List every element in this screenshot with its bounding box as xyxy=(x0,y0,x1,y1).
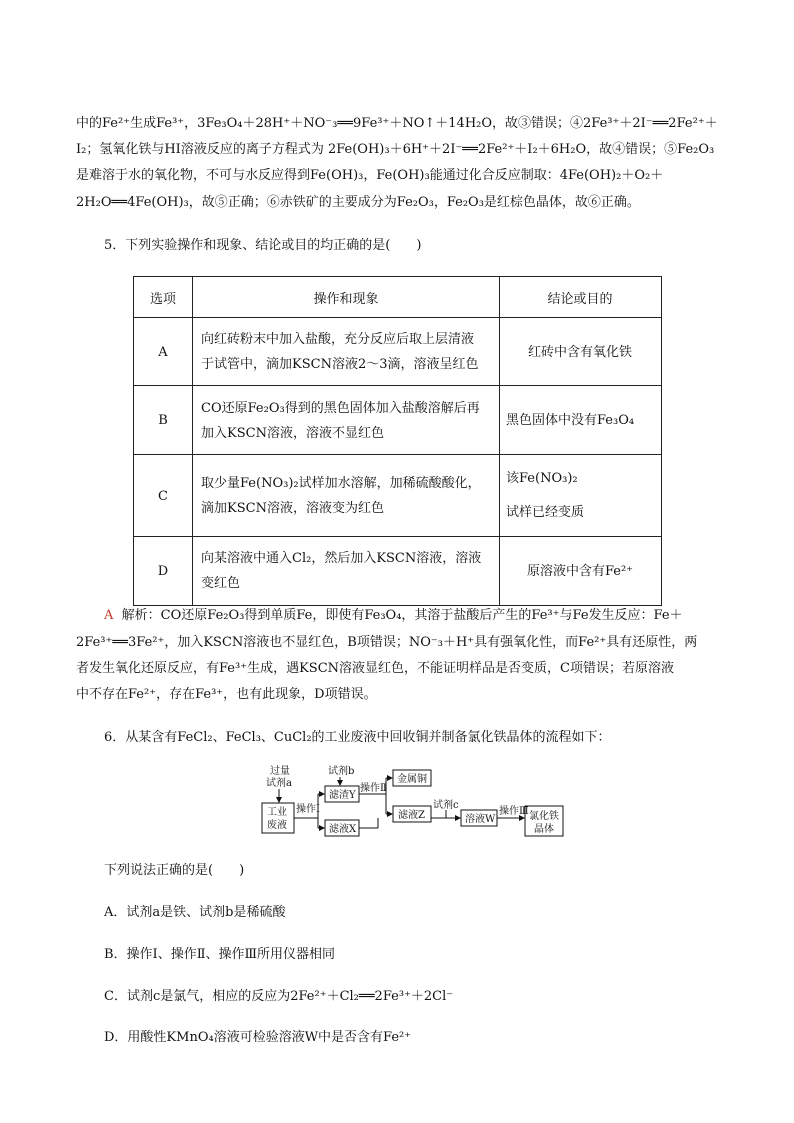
option-a: A．试剂a是铁、试剂b是稀硫酸 xyxy=(104,905,286,920)
q5-analysis-line-4: 中不存在Fe²⁺，存在Fe³⁺，也有此现象，D项错误。 xyxy=(76,687,377,702)
q6-stem: 6．从某含有FeCl₂、FeCl₃、CuCl₂的工业废液中回收铜并制备氯化铁晶体的流程如下： xyxy=(104,730,611,745)
answer-letter: A xyxy=(104,608,114,623)
reagent-a-label-2: 试剂a xyxy=(266,778,292,789)
q5-table xyxy=(133,276,662,606)
process-flow-diagram xyxy=(250,764,570,844)
table-row xyxy=(134,317,661,386)
row-option: C xyxy=(158,488,168,504)
waste-label-1: 工业 xyxy=(267,807,287,818)
row-result: 试样已经变质 xyxy=(506,505,585,520)
table-row xyxy=(134,385,661,455)
row-result: 该Fe(NO₃)₂ xyxy=(506,471,578,486)
filtrate-x-label: 滤液X xyxy=(329,824,357,835)
q6-question: 下列说法正确的是( ) xyxy=(104,863,245,878)
filtrate-z-label: 滤液Z xyxy=(398,810,425,821)
reagent-a-label-1: 过量 xyxy=(270,766,290,777)
row-op-line: 滴加KSCN溶液，溶液变为红色 xyxy=(201,501,384,516)
header-result: 结论或目的 xyxy=(547,291,613,307)
op3-label: 操作Ⅲ xyxy=(499,806,529,817)
table-header-row xyxy=(134,277,661,317)
row-option: B xyxy=(158,413,168,428)
product-label-2: 晶体 xyxy=(534,824,554,835)
row-result: 黑色固体中没有Fe₃O₄ xyxy=(506,413,635,428)
option-d: D．用酸性KMnO₄溶液可检验溶液W中是否含有Fe²⁺ xyxy=(104,1030,412,1045)
header-option: 选项 xyxy=(149,291,176,307)
q5-analysis-line-3: 者发生氧化还原反应，有Fe³⁺生成，遇KSCN溶液显红色，不能证明样品是否变质，C项错误；若原溶液 xyxy=(76,661,674,676)
filtrate-y-label: 滤渣Y xyxy=(329,790,356,801)
table-row xyxy=(134,454,661,537)
row-option: A xyxy=(158,344,168,360)
q5-analysis-line-1 xyxy=(104,605,683,627)
option-c: C．试剂c是氯气，相应的反应为2Fe²⁺＋Cl₂══2Fe³⁺＋2Cl⁻ xyxy=(104,989,454,1004)
row-op-line: 于试管中，滴加KSCN溶液2～3滴，溶液呈红色 xyxy=(201,357,479,372)
option-b: B．操作Ⅰ、操作Ⅱ、操作Ⅲ所用仪器相同 xyxy=(104,947,336,962)
reagent-c-label: 试剂c xyxy=(433,800,459,811)
reagent-b-label: 试剂b xyxy=(328,766,355,777)
row-option: D xyxy=(157,563,169,579)
intro-line-3: 是难溶于水的氧化物，不可与水反应得到Fe(OH)₃，Fe(OH)₃能通过化合反应制取：4Fe(OH)₂＋O₂＋ xyxy=(76,168,664,183)
row-op-line: CO还原Fe₂O₃得到的黑色固体加入盐酸溶解后再 xyxy=(201,400,480,416)
header-operation: 操作和现象 xyxy=(313,291,379,307)
intro-line-1: 中的Fe²⁺生成Fe³⁺，3Fe₃O₄＋28H⁺＋NO⁻₃══9Fe³⁺＋NO↑＋14H₂O，故③错误；④2Fe³⁺＋2I⁻══2Fe²⁺＋ xyxy=(76,116,718,131)
op2-label: 操作Ⅱ xyxy=(360,783,387,794)
row-result: 红砖中含有氧化铁 xyxy=(527,344,632,360)
row-result: 原溶液中含有Fe²⁺ xyxy=(526,563,634,579)
solution-w-label: 溶液W xyxy=(465,814,496,825)
analysis-text: 解析：CO还原Fe₂O₃得到单质Fe，即使有Fe₃O₄，其溶于盐酸后产生的Fe³⁺与Fe发生反应：Fe＋ xyxy=(121,608,683,623)
q5-analysis-line-2: 2Fe³⁺══3Fe²⁺，加入KSCN溶液也不显红色，B项错误；NO⁻₃＋H⁺具有强氧化性，而Fe²⁺具有还原性，两 xyxy=(76,635,698,650)
intro-line-2: I₂；氢氧化铁与HI溶液反应的离子方程式为 2Fe(OH)₃＋6H⁺＋2I⁻══2Fe²⁺＋I₂＋6H₂O，故④错误；⑤Fe₂O₃ xyxy=(76,142,715,157)
intro-line-4: 2H₂O══4Fe(OH)₃，故⑤正确；⑥赤铁矿的主要成分为Fe₂O₃，Fe₂O₃是红棕色晶体，故⑥正确。 xyxy=(76,195,640,210)
row-op-line: 向红砖粉末中加入盐酸，充分反应后取上层清液 xyxy=(201,332,475,347)
row-op-line: 向某溶液中通入Cl₂，然后加入KSCN溶液，溶液 xyxy=(201,551,482,566)
row-op-line: 变红色 xyxy=(201,576,241,591)
q5-stem: 5．下列实验操作和现象、结论或目的均正确的是( ) xyxy=(104,238,422,253)
copper-label: 金属铜 xyxy=(397,774,427,785)
row-op-line: 加入KSCN溶液，溶液不显红色 xyxy=(201,425,384,441)
op1-label: 操作Ⅰ xyxy=(296,804,320,815)
waste-label-2: 废液 xyxy=(267,820,287,831)
table-row xyxy=(134,536,661,605)
product-label-1: 氯化铁 xyxy=(529,811,559,822)
row-op-line: 取少量Fe(NO₃)₂试样加水溶解，加稀硫酸酸化， xyxy=(201,476,481,491)
